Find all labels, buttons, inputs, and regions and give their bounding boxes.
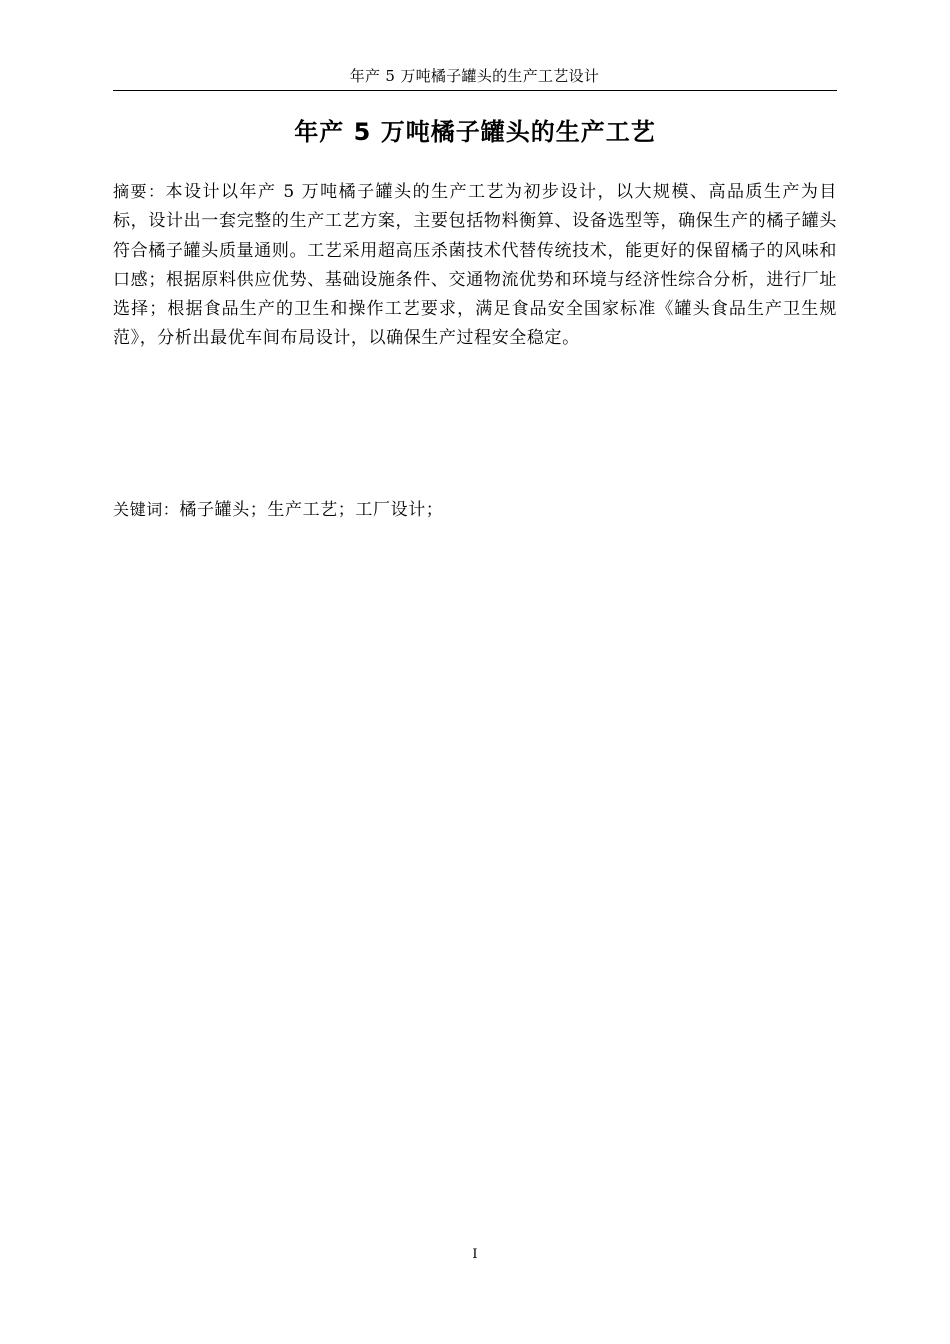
abstract-label: 摘要： bbox=[113, 182, 166, 201]
abstract-paragraph bbox=[113, 177, 837, 354]
header-divider bbox=[113, 90, 837, 91]
document-title: 年产 5 万吨橘子罐头的生产工艺 bbox=[294, 118, 656, 146]
page-number: I bbox=[472, 1247, 478, 1262]
keywords-paragraph bbox=[113, 496, 837, 524]
keywords-label: 关键词： bbox=[113, 500, 180, 519]
abstract-text: 本设计以年产 5 万吨橘子罐头的生产工艺为初步设计，以大规模、高品质生产为目标，设计出一套完整的生产工艺方案，主要包括物料衡算、设备选型等，确保生产的橘子罐头符合橘子罐头质量通则。工艺采用超高压杀菌技术代替传统技术，能更好的保留橘子的风味和口感；根据原料供应优势、基础设施条件、交通物流优势和环境与经济性综合分析，进行厂址选择；根据食品生产的卫生和操作工艺要求，满足食品安全国家标准《罐头食品生产卫生规范》，分析出最优车间布局设计，以确保生产过程安全稳定。 bbox=[113, 182, 837, 349]
running-header: 年产 5 万吨橘子罐头的生产工艺设计 bbox=[349, 67, 600, 85]
keywords-text: 橘子罐头；生产工艺；工厂设计； bbox=[179, 500, 444, 520]
